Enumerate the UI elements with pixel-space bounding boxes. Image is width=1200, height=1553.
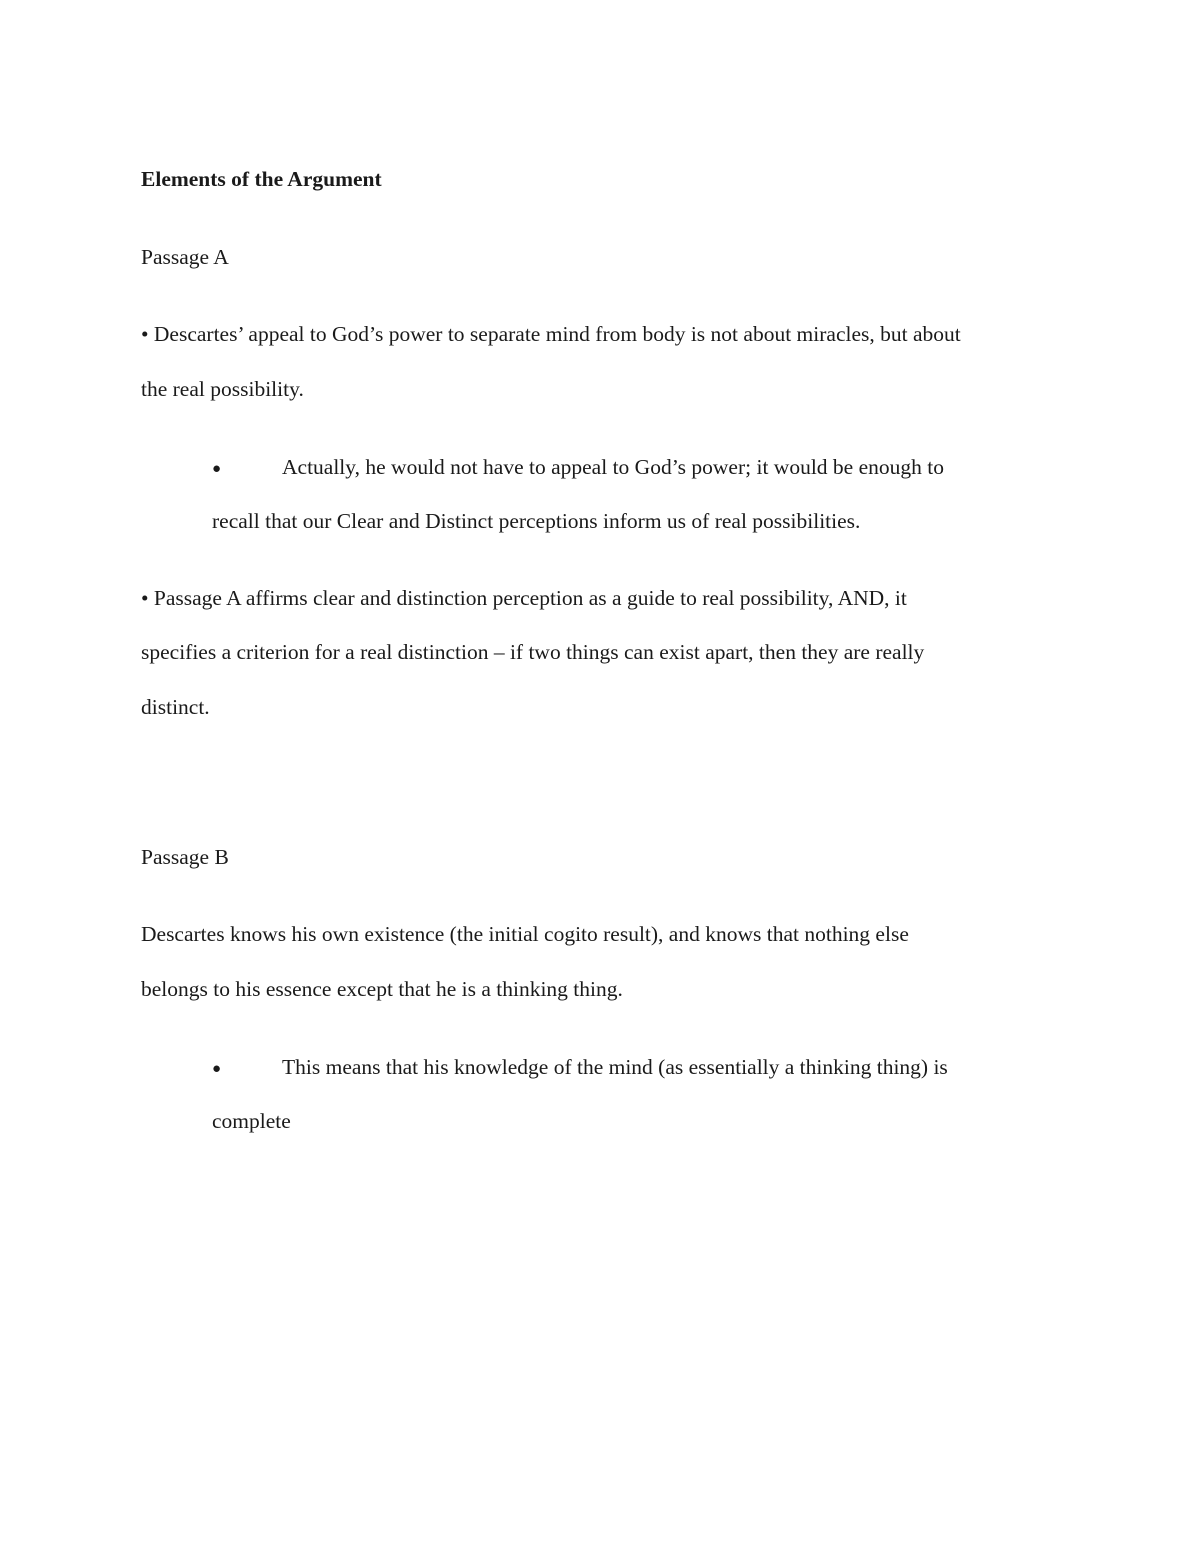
passage-a-point2-line3: distinct. (141, 695, 210, 719)
passage-a-sub1-line1: Actually, he would not have to appeal to God’s power; it would be enough to (282, 455, 944, 479)
passage-b-para-line2: belongs to his essence except that he is a thinking thing. (141, 977, 623, 1001)
passage-b-para-line1: Descartes knows his own existence (the initial cogito result), and knows that nothing else (141, 922, 909, 946)
passage-b-sub1-line1: This means that his knowledge of the mind (as essentially a thinking thing) is (282, 1055, 948, 1079)
document-title: Elements of the Argument (141, 167, 382, 191)
passage-a-label: Passage A (141, 245, 229, 269)
bullet-icon: ● (212, 461, 222, 477)
passage-a-sub1-line2: recall that our Clear and Distinct perceptions inform us of real possibilities. (212, 509, 861, 533)
passage-a-sub-bullet (212, 440, 944, 497)
passage-a-point2-line1: • Passage A affirms clear and distinction perception as a guide to real possibility, AND, it (141, 586, 907, 610)
passage-a-point2-line2: specifies a criterion for a real distinction – if two things can exist apart, then they are really (141, 640, 925, 664)
passage-b-label: Passage B (141, 845, 229, 869)
passage-b-sub-bullet (212, 1040, 948, 1097)
passage-a-point1-line1: • Descartes’ appeal to God’s power to separate mind from body is not about miracles, but about (141, 322, 961, 346)
passage-a-point1-line2: the real possibility. (141, 377, 304, 401)
passage-b-sub1-line2: complete (212, 1109, 291, 1133)
bullet-icon: ● (212, 1061, 222, 1077)
